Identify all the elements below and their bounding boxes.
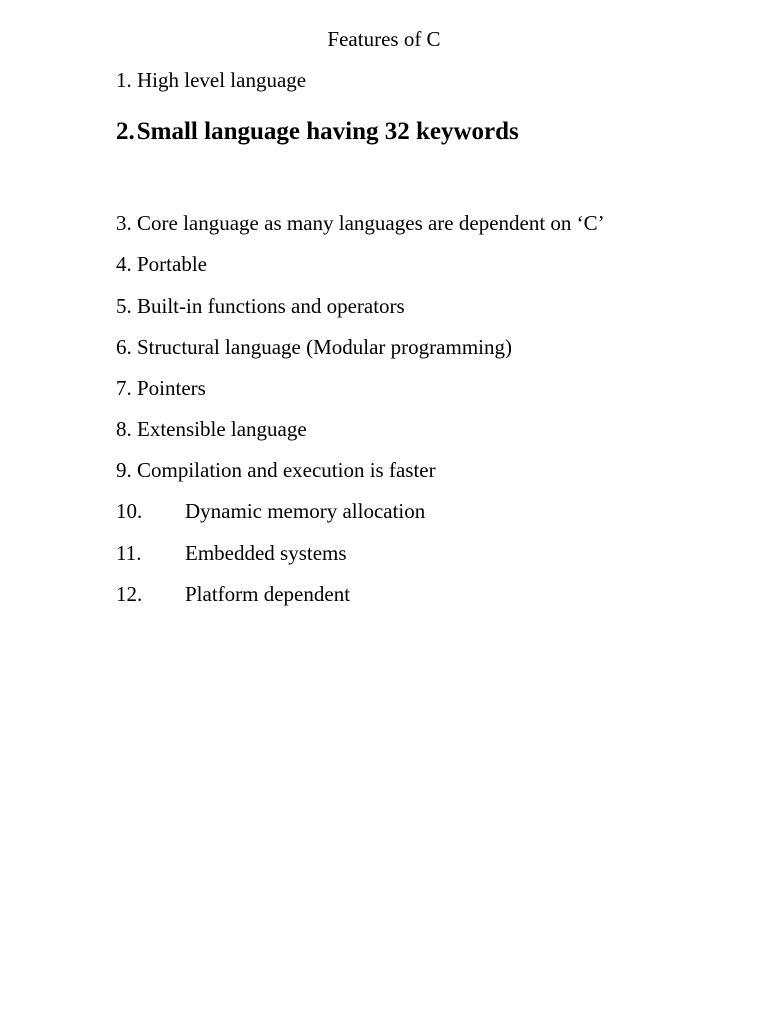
list-item-number: 7. xyxy=(116,376,132,400)
list-item-text: Platform dependent xyxy=(185,582,351,606)
list-item-text: Dynamic memory allocation xyxy=(185,499,426,523)
list-item xyxy=(116,498,425,524)
list-item-number: 10. xyxy=(116,499,143,523)
list-item-text: Portable xyxy=(137,252,207,276)
list-item-number: 6. xyxy=(116,335,132,359)
list-item-text: Small language having 32 keywords xyxy=(136,118,519,145)
list-item-number: 5. xyxy=(116,294,132,318)
list-item-number: 12. xyxy=(116,582,143,606)
list-item-highlighted xyxy=(116,117,519,147)
list-item xyxy=(116,67,306,93)
list-item xyxy=(116,540,347,566)
list-item xyxy=(116,416,307,442)
list-item xyxy=(116,581,350,607)
list-item-number: 3. xyxy=(116,211,132,235)
document-title: Features of C xyxy=(327,27,441,51)
list-item-text: High level language xyxy=(137,68,307,92)
list-item-text: Core language as many languages are dependent on ‘C’ xyxy=(137,211,605,235)
list-item xyxy=(116,457,436,483)
list-item-number: 11. xyxy=(116,541,142,565)
list-item-text: Built-in functions and operators xyxy=(137,294,405,318)
list-item xyxy=(116,251,207,277)
list-item-number: 9. xyxy=(116,458,132,482)
list-item-text: Pointers xyxy=(137,376,206,400)
list-item-text: Structural language (Modular programming) xyxy=(137,335,512,359)
list-item xyxy=(116,210,605,236)
list-item-number: 4. xyxy=(116,252,132,276)
list-item-number: 1. xyxy=(116,68,132,92)
list-item-number: 2. xyxy=(116,118,135,145)
list-item-text: Compilation and execution is faster xyxy=(137,458,436,482)
list-item-text: Embedded systems xyxy=(185,541,347,565)
list-item-number: 8. xyxy=(116,417,132,441)
list-item xyxy=(116,334,512,360)
list-item xyxy=(116,293,405,319)
list-item xyxy=(116,375,206,401)
list-item-text: Extensible language xyxy=(137,417,307,441)
